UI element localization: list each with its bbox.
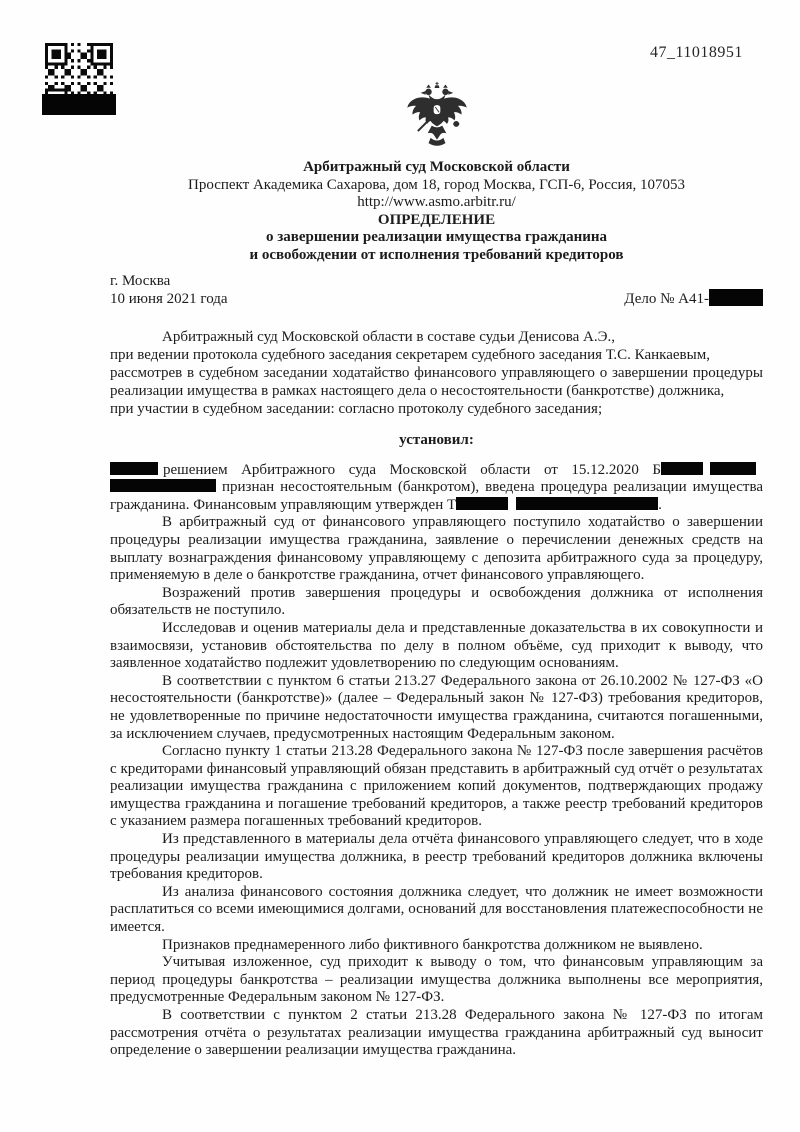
indent-spacer: [158, 473, 163, 474]
letterhead: [110, 159, 763, 264]
paragraph: Учитывая изложенное, суд приходит к выводу о том, что финансовым управляющим за период процедуры банкротства – реализации имущества должника выполнены все мероприятия, предусмотренные Федеральным законом № 127-ФЗ.: [110, 954, 763, 1006]
resolution-heading: установил:: [399, 431, 474, 448]
meta-row: [110, 273, 763, 309]
paragraph: Из анализа финансового состояния должника следует, что должник не имеет возможности расплатиться со всеми имеющимися долгами, оснований для восстановления платежеспособности не имеется.: [110, 883, 763, 936]
court-address: Проспект Академика Сахарова, дом 18, город Москва, ГСП-6, Россия, 107053: [188, 176, 685, 193]
redaction-bar: [516, 497, 658, 510]
intro-section: [110, 328, 763, 418]
redaction-bar: [110, 479, 216, 492]
paragraph: В соответствии с пунктом 2 статьи 213.28 Федерального закона № 127-ФЗ по итогам рассмотрения отчёта о результатах реализации имущества гражданина арбитражный суд выносит определение о завершении реализации имущества гражданина.: [110, 1007, 763, 1059]
document-subtitle-line2: и освобождении от исполнения требований кредиторов: [249, 246, 624, 263]
court-name: Арбитражный суд Московской области: [303, 159, 570, 175]
document-subtitle-line1: о завершении реализации имущества гражданина: [265, 229, 608, 245]
redaction-bar: [456, 497, 508, 510]
indent-spacer: [508, 508, 516, 509]
court-website: http://www.asmo.arbitr.ru/: [357, 194, 516, 210]
paragraph: Согласно пункту 1 статьи 213.28 Федерального закона № 127-ФЗ после завершения расчётов с кредиторами финансовый управляющий обязан представить в арбитражный суд отчёт о результатах реализации имущества гражданина с приложением копий документов, подтверждающих продажу имущества гражданина и погашение требований кредиторов, а также реестр требований кредиторов с указанием размера погашенных требований кредиторов.: [110, 743, 763, 830]
redaction-bar: [661, 462, 703, 475]
body-paragraphs: [110, 462, 763, 1060]
case-number-label: Дело № А41-: [624, 290, 709, 307]
case-number: [624, 289, 763, 309]
indent-spacer: [703, 473, 710, 474]
paragraph: Исследовав и оценив материалы дела и представленные доказательства в их совокупности и взаимосвязи, установив обстоятельства по делу в полном объёме, суд приходит к выводу, что заявленное ходатайство подлежит удовлетворению по следующим основаниям.: [110, 619, 763, 672]
document-content: [110, 0, 763, 1060]
intro-line: при участии в судебном заседании: согласно протоколу судебного заседания;: [110, 400, 603, 417]
indent-spacer: [756, 473, 763, 474]
intro-line: при ведении протокола судебного заседания секретарем судебного заседания Т.С. Канкаевым,: [110, 346, 710, 363]
paragraph: решением Арбитражного суда Московской области от 15.12.2020 Б признан несостоятельным (банкротом), введена процедура реализации имущества гражданина. Финансовым управляющим утвержден Т .: [110, 461, 763, 513]
date-label: 10 июня 2021 года: [110, 290, 228, 307]
paragraph: Из представленного в материалы дела отчёта финансового управляющего следует, что в ходе процедуры реализации имущества должника, в реестр требований кредиторов должника включены требования кредиторов.: [110, 831, 763, 883]
redaction-bar: [110, 462, 158, 475]
case-number-redaction-bar: [709, 289, 763, 306]
intro-line: рассмотрев в судебном заседании ходатайство финансового управляющего о завершении процедуры реализации имущества в рамках настоящего дела о несостоятельности (банкротстве) должника,: [110, 364, 763, 399]
paragraph: Признаков преднамеренного либо фиктивного банкротства должником не выявлено.: [162, 936, 703, 953]
document-number: 47_11018951: [650, 44, 743, 61]
city-label: г. Москва: [110, 273, 171, 289]
paragraph: В арбитражный суд от финансового управляющего поступило ходатайство о завершении процедуры реализации имущества гражданина, заявление о перечислении денежных средств на выплату вознаграждения финансовому управляющему с депозита арбитражного суда за процедуру, применяемую в деле о банкротстве гражданина, отчет финансового управляющего.: [110, 514, 763, 584]
paragraph: Возражений против завершения процедуры и освобождения должника от исполнения обязательств не поступило.: [110, 584, 763, 619]
qr-code: [45, 43, 115, 115]
intro-line: Арбитражный суд Московской области в составе судьи Денисова А.Э.,: [162, 328, 616, 345]
paragraph: В соответствии с пунктом 6 статьи 213.27 Федерального закона от 26.10.2002 № 127-ФЗ «О несостоятельности (банкротстве)» (далее – Федеральный закон № 127-ФЗ) требования кредиторов, не удовлетворенные по причине недостаточности имущества гражданина, считаются погашенными, за исключением случаев, предусмотренных настоящим Федеральным законом.: [110, 672, 763, 742]
redaction-bar: [710, 462, 756, 475]
document-type-title: ОПРЕДЕЛЕНИЕ: [377, 211, 496, 228]
qr-redaction-bar: [42, 94, 116, 115]
